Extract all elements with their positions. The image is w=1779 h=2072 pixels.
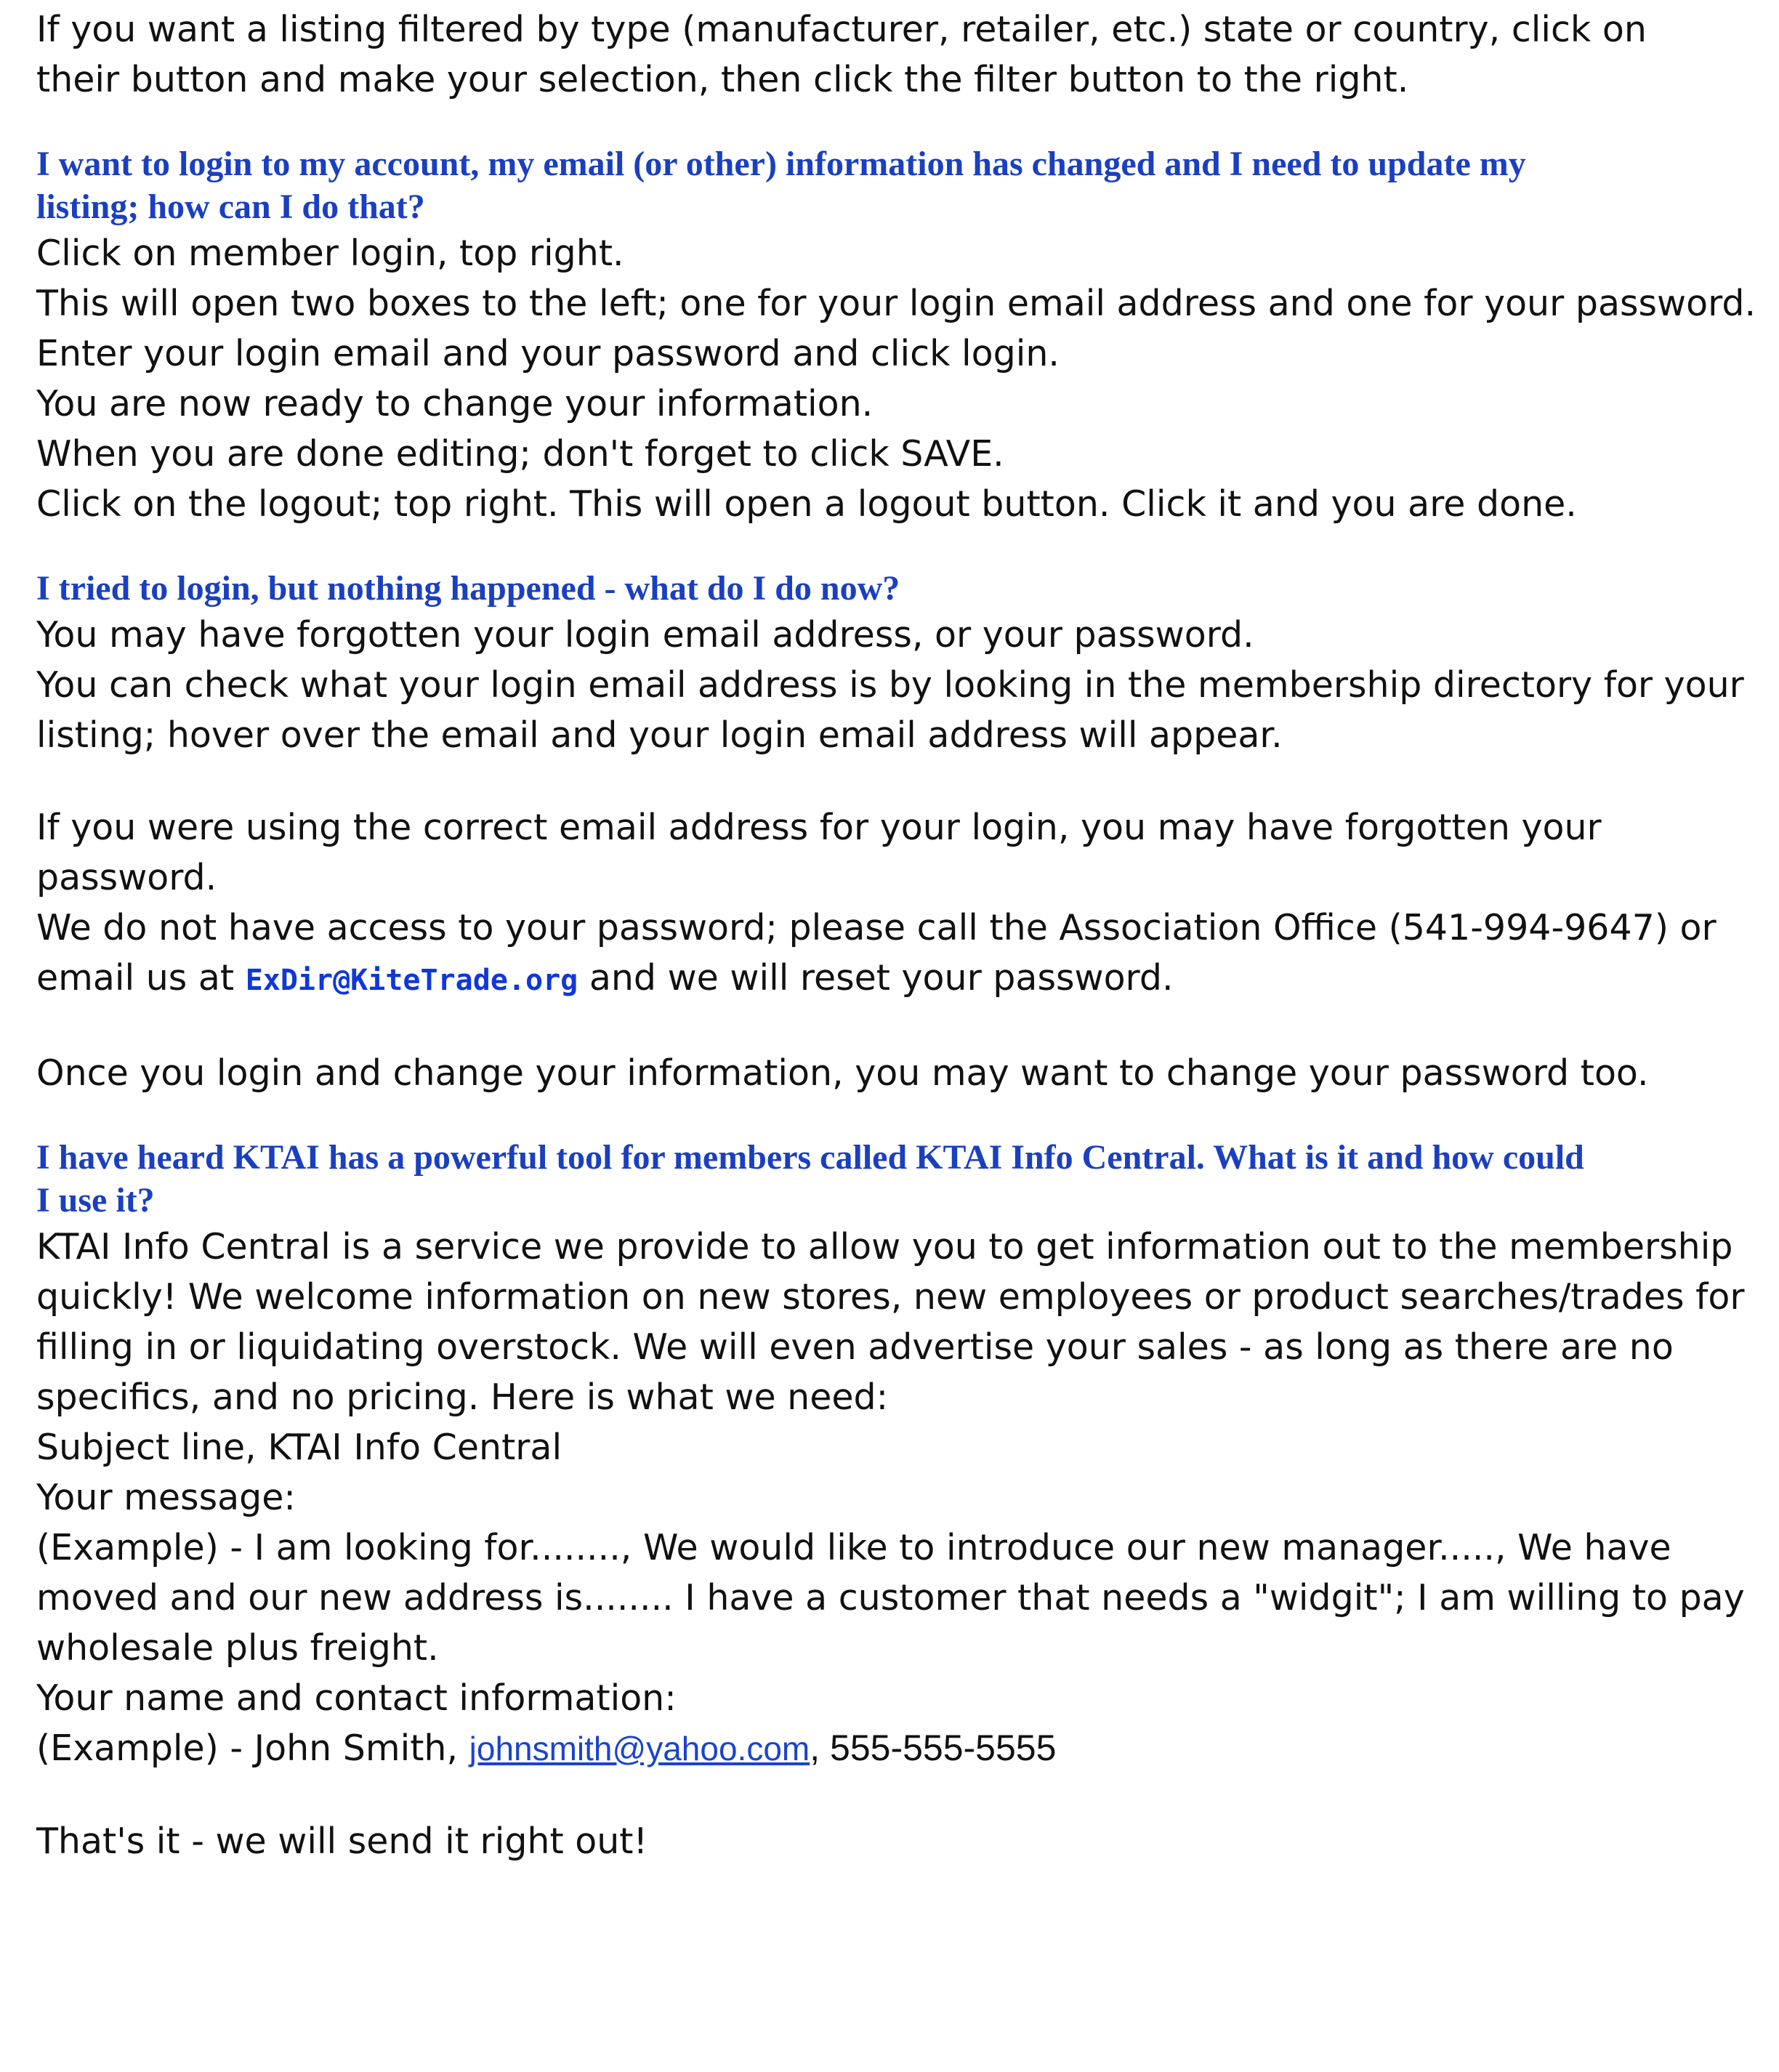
answer-line: Your message: <box>36 1477 296 1518</box>
answer-line: listing; hover over the email and your login email address will appear. <box>36 714 1283 756</box>
answer-line: wholesale plus freight. <box>36 1627 439 1669</box>
contact-email-suffix: and we will reset your password. <box>578 957 1174 999</box>
example-contact-line <box>36 1723 1722 1774</box>
example-email-link[interactable]: johnsmith@yahoo.com <box>469 1730 810 1767</box>
answer-line: Click on the logout; top right. This will open a logout button. Click it and you are done. <box>36 483 1577 525</box>
faq-heading-info-central: I use it? <box>36 1181 155 1220</box>
closing-line: That's it - we will send it right out! <box>36 1821 648 1862</box>
faq-heading-nothing-happened: I tried to login, but nothing happened - what do I do now? <box>36 569 900 608</box>
faq-heading-info-central: I have heard KTAI has a powerful tool for members called KTAI Info Central. What is it and how could <box>36 1138 1584 1177</box>
intro-line: If you want a listing filtered by type (manufacturer, retailer, etc.) state or country, click on <box>36 9 1647 50</box>
answer-line: You are now ready to change your information. <box>36 383 874 424</box>
faq-heading-login: I want to login to my account, my email (or other) information has changed and I need to update my <box>36 145 1526 183</box>
faq-heading-login: listing; how can I do that? <box>36 188 425 226</box>
answer-line: specifics, and no pricing. Here is what we need: <box>36 1376 889 1418</box>
association-email-link[interactable]: ExDir@KiteTrade.org <box>245 964 578 997</box>
answer-line: quickly! We welcome information on new stores, new employees or product searches/trades for <box>36 1276 1745 1318</box>
contact-email-prefix: email us at <box>36 957 246 999</box>
answer-line: KTAI Info Central is a service we provide to allow you to get information out to the membership <box>36 1226 1733 1267</box>
faq-document <box>36 4 1756 1866</box>
example-contact-prefix: (Example) - John Smith, <box>36 1728 469 1769</box>
answer-line: You may have forgotten your login email address, or your password. <box>36 614 1254 656</box>
answer-line: You can check what your login email address is by looking in the membership directory for your <box>36 664 1744 706</box>
answer-line: (Example) - I am looking for........, We would like to introduce our new manager....., We have <box>36 1527 1671 1568</box>
intro-line: their button and make your selection, then click the filter button to the right. <box>36 59 1409 100</box>
answer-line: password. <box>36 857 217 898</box>
answer-line: moved and our new address is........ I have a customer that needs a "widgit"; I am willing to pay <box>36 1577 1745 1619</box>
answer-line: When you are done editing; don't forget to click SAVE. <box>36 433 1004 475</box>
answer-line: filling in or liquidating overstock. We will even advertise your sales - as long as there are no <box>36 1326 1674 1368</box>
answer-line: Your name and contact information: <box>36 1677 677 1719</box>
answer-line: Once you login and change your information, you may want to change your password too. <box>36 1052 1649 1094</box>
answer-line: This will open two boxes to the left; one for your login email address and one for your password. <box>36 283 1756 324</box>
contact-email-line <box>36 953 1722 1006</box>
answer-line: If you were using the correct email address for your login, you may have forgotten your <box>36 807 1602 848</box>
answer-line: Enter your login email and your password and click login. <box>36 333 1060 374</box>
answer-line: Click on member login, top right. <box>36 233 624 274</box>
example-phone: , 555-555-5555 <box>810 1728 1057 1768</box>
answer-line: We do not have access to your password; please call the Association Office (541-994-9647) or <box>36 907 1717 948</box>
answer-line: Subject line, KTAI Info Central <box>36 1427 562 1468</box>
